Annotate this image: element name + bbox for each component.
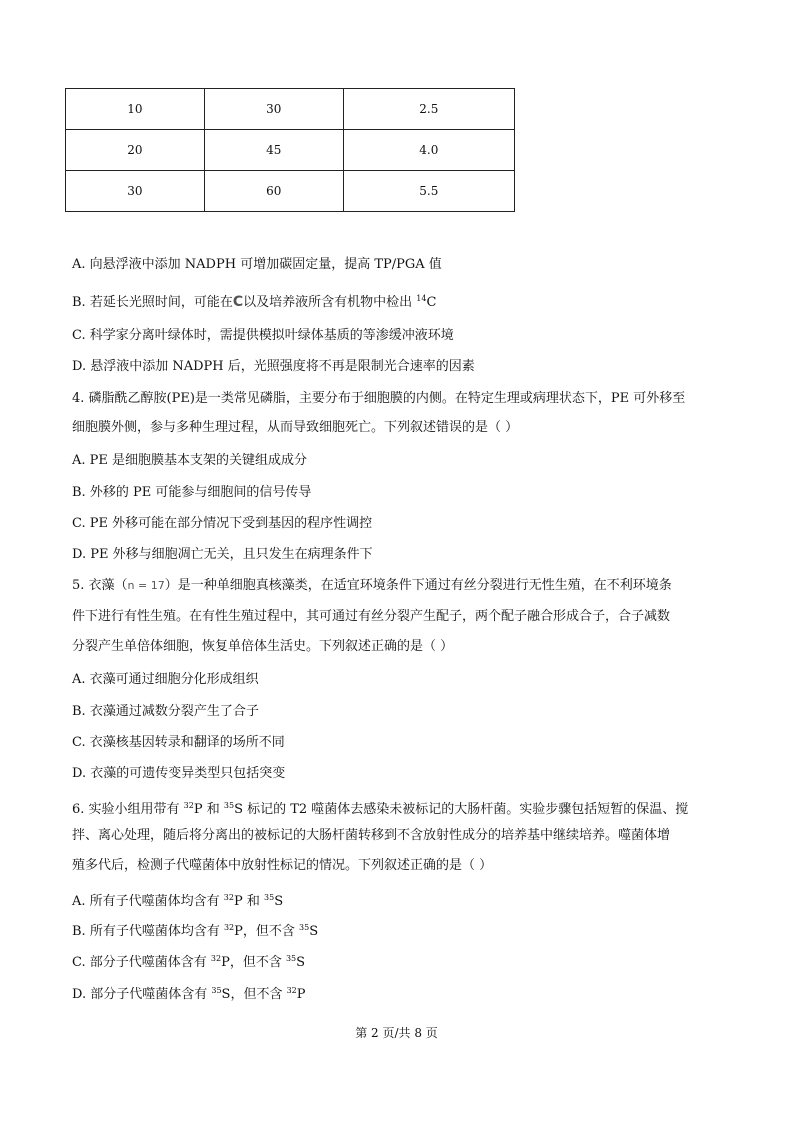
- q3-option-d: D. 悬浮液中添加 NADPH 后，光照强度将不再是限制光合速率的因素: [72, 359, 475, 374]
- superscript: 14: [416, 294, 427, 303]
- q6-option-text: P 和: [233, 894, 264, 909]
- q5-stem-line: 分裂产生单倍体细胞，恢复单倍体生活史。下列叙述正确的是（ ）: [72, 639, 454, 654]
- q3-option-b: [72, 290, 732, 312]
- q4-option-d: D. PE 外移与细胞凋亡无关，且只发生在病理条件下: [72, 547, 373, 562]
- q6-option-text: C. 部分子代噬菌体含有: [72, 955, 211, 970]
- q5-option-c: C. 衣藻核基因转录和翻译的场所不同: [72, 735, 285, 750]
- q6-stem-line: 殖多代后，检测子代噬菌体中放射性标记的情况。下列叙述正确的是（ ）: [72, 858, 493, 873]
- q5-option-d: D. 衣藻的可遗传变异类型只包括突变: [72, 766, 286, 781]
- table-cell: 30: [204, 89, 343, 130]
- table-cell: 5.5: [343, 171, 514, 212]
- q3-option-b-text: B. 若延长光照时间，可能在: [72, 295, 233, 310]
- q6-option-text: P: [296, 987, 306, 1002]
- q6-stem-line: [72, 797, 732, 819]
- q6-option-text: B. 所有子代噬菌体均含有: [72, 924, 224, 939]
- superscript: 32: [223, 893, 234, 902]
- table-cell: 45: [204, 130, 343, 171]
- superscript: 32: [210, 954, 222, 963]
- superscript: 32: [183, 801, 194, 810]
- q3-option-b-text: C: [426, 295, 437, 310]
- superscript: 35: [223, 801, 235, 810]
- q6-stem-text: 6. 实验小组用带有: [72, 802, 184, 817]
- superscript: 35: [299, 923, 310, 932]
- table-cell: 10: [66, 89, 205, 130]
- q6-option-text: S: [309, 924, 319, 939]
- q3-option-b-text: 以及培养液所含有机物中检出: [243, 295, 417, 310]
- q5-option-a: A. 衣藻可通过细胞分化形成组织: [72, 672, 259, 687]
- superscript: 35: [211, 986, 222, 995]
- page-footer: 第 2 页/共 8 页: [355, 1026, 438, 1040]
- q6-option-text: S: [296, 955, 306, 970]
- superscript: 35: [285, 954, 297, 963]
- q6-option-b: [72, 919, 732, 941]
- c5-glyph: C: [232, 294, 244, 310]
- table-cell: 2.5: [343, 89, 514, 130]
- q6-option-text: P，但不含: [234, 924, 300, 939]
- superscript: 32: [286, 986, 297, 995]
- q4-option-b: B. 外移的 PE 可能参与细胞间的信号传导: [72, 485, 312, 500]
- q5-stem-line: [72, 577, 732, 595]
- table-cell: 4.0: [343, 130, 514, 171]
- q6-option-text: A. 所有子代噬菌体均含有: [72, 894, 224, 909]
- table-cell: 20: [66, 130, 205, 171]
- q6-option-c: [72, 950, 732, 972]
- q5-stem-line: 件下进行有性生殖。在有性生殖过程中，其可通过有丝分裂产生配子，两个配子融合形成合子，合子减数: [72, 609, 671, 624]
- data-table: [65, 88, 515, 212]
- q4-stem-line: 细胞膜外侧，参与多种生理过程，从而导致细胞死亡。下列叙述错误的是（ ）: [72, 420, 519, 435]
- q6-option-d: [72, 982, 732, 1004]
- q5-stem-text: 5. 衣藻（: [72, 578, 128, 593]
- q6-option-text: S，但不含: [221, 987, 287, 1002]
- q6-stem-line: 拌、离心处理，随后将分离出的被标记的大肠杆菌转移到不含放射性成分的培养基中继续培养。噬菌体增: [72, 828, 671, 843]
- table-cell: 30: [66, 171, 205, 212]
- chromosome-number: n = 17: [127, 579, 165, 592]
- table-cell: 60: [204, 171, 343, 212]
- q6-stem-text: P 和: [193, 802, 224, 817]
- q5-option-b: B. 衣藻通过减数分裂产生了合子: [72, 704, 259, 719]
- table-row: [66, 89, 515, 130]
- table-row: [66, 171, 515, 212]
- q6-stem-text: S 标记的 T2 噬菌体去感染未被标记的大肠杆菌。实验步骤包括短暂的保温、搅: [234, 802, 689, 817]
- superscript: 32: [223, 923, 235, 932]
- q6-option-text: D. 部分子代噬菌体含有: [72, 987, 212, 1002]
- q3-option-a: A. 向悬浮液中添加 NADPH 可增加碳固定量，提高 TP/PGA 值: [72, 257, 442, 272]
- q4-stem-line: 4. 磷脂酰乙醇胺(PE)是一类常见磷脂，主要分布于细胞膜的内侧。在特定生理或病理状态下，PE 可外移至: [72, 391, 686, 406]
- q6-option-text: P，但不含: [221, 955, 286, 970]
- q3-option-c: C. 科学家分离叶绿体时，需提供模拟叶绿体基质的等渗缓冲液环境: [72, 328, 454, 343]
- q5-stem-text: ）是一种单细胞真核藻类，在适宜环境条件下通过有丝分裂进行无性生殖，在不利环境条: [164, 578, 672, 593]
- superscript: 35: [264, 893, 275, 902]
- q4-option-c: C. PE 外移可能在部分情况下受到基因的程序性调控: [72, 516, 373, 531]
- table-row: [66, 130, 515, 171]
- q6-option-text: S: [274, 894, 284, 909]
- q6-option-a: [72, 889, 732, 911]
- q4-option-a: A. PE 是细胞膜基本支架的关键组成成分: [72, 453, 308, 468]
